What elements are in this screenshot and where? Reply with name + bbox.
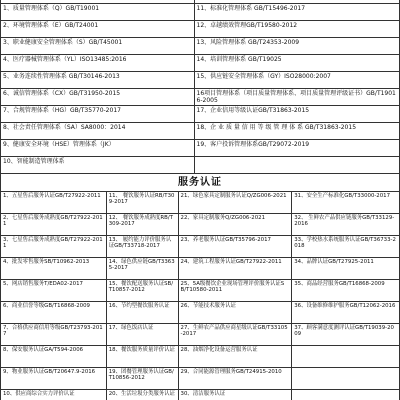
- table-row: [1, 122, 400, 139]
- table-row: [1, 3, 400, 20]
- service-cert-cell: 31、安全生产标准化GB/T33000-2017: [292, 191, 400, 213]
- management-cert-cell: 10、智能制造管理体系: [1, 156, 195, 173]
- management-cert-cell: [194, 156, 399, 173]
- service-cert-cell: 14、绿色供应链GB/T33635-2017: [106, 257, 178, 279]
- table-row: [1, 191, 400, 213]
- service-cert-cell: 20、生活垃圾分类服务认证: [106, 389, 178, 400]
- management-cert-cell: 7、合规管理体系（HG）GB/T35770-2017: [1, 105, 195, 122]
- service-cert-cell: 24、建筑工程服务认证GB/T27922-2011: [178, 257, 292, 279]
- management-cert-cell: 8、社会责任管理体系（SA）SA8000：2014: [1, 122, 195, 139]
- service-cert-cell: 5、网店销售服务T/EDA02-2017: [1, 279, 107, 301]
- table-row: [1, 20, 400, 37]
- management-cert-cell: 19、客户投诉管理体系GB/T29072-2019: [194, 139, 399, 156]
- service-cert-cell: 18、餐饮服务质量评价认证: [106, 345, 178, 367]
- management-system-table: [0, 0, 400, 174]
- service-certification-heading: 服务认证: [0, 174, 400, 191]
- service-cert-cell: 36、设备维修维护服务GB/T12062-2016: [292, 301, 400, 323]
- service-cert-cell: 13、 履约能力评价服务认证GB/T33718-2017: [106, 235, 178, 257]
- service-cert-cell: 37、顾客满意度测评认证GB/T19039-2009: [292, 323, 400, 345]
- table-row: [1, 213, 400, 235]
- service-cert-cell: [292, 345, 400, 367]
- management-cert-cell: 18、企 业 质 量 信 用 等 级 管 理 体 系 GB/T31863-2015: [194, 122, 399, 139]
- service-cert-cell: 34、品牌认证GB/T27925-2011: [292, 257, 400, 279]
- service-cert-cell: 1、五星售后服务认证GB/T27922-2011: [1, 191, 107, 213]
- service-cert-cell: 4、批发零售服务SB/T10962-2013: [1, 257, 107, 279]
- management-cert-cell: 6、诚信管理体系（CX）GB/T31950-2015: [1, 88, 195, 105]
- service-cert-cell: 19、团餐管理服务认证GB/T10856-2012: [106, 367, 178, 389]
- table-row: [1, 54, 400, 71]
- management-cert-cell: 12、卓越绩效管理GB/T19580-2012: [194, 20, 399, 37]
- service-cert-cell: 28、油烟净化设备运营服务认证: [178, 345, 292, 367]
- service-cert-cell: 33、学校热水系统服务认证GB/T36733-2018: [292, 235, 400, 257]
- management-cert-cell: 4、医疗器械管理体系（YL）ISO13485:2016: [1, 54, 195, 71]
- table-row: [1, 301, 400, 323]
- management-cert-cell: 9、健康安全环境（HSE）管理体系（JK）: [1, 139, 195, 156]
- table-row: [1, 235, 400, 257]
- table-row: [1, 345, 400, 367]
- service-cert-cell: 32、 生鲜农产品供应链服务GB/T33129-2016: [292, 213, 400, 235]
- service-cert-cell: 21、绿色家具定制服务认证Q/ZG006-2021: [178, 191, 292, 213]
- management-cert-cell: 14、培训管理体系 GB/T19025: [194, 54, 399, 71]
- management-cert-cell: 16项目管理体系（项目质量管理体系、项目质量管理评级证书）GB/T19016-2005: [194, 88, 399, 105]
- management-cert-cell: 2、环境管理体系（E）GB/T24001: [1, 20, 195, 37]
- service-cert-cell: 17、绿色饭店认证: [106, 323, 178, 345]
- table-row: [1, 139, 400, 156]
- service-cert-cell: 12、 餐饮服务成熟度RB/T309-2017: [106, 213, 178, 235]
- table-row: [1, 323, 400, 345]
- table-row: [1, 389, 400, 400]
- management-cert-cell: 1、质量管理体系（Q）GB/T19001: [1, 3, 195, 20]
- table-row: [1, 257, 400, 279]
- service-cert-cell: 29、合同能源管理服务GB/T24915-2010: [178, 367, 292, 389]
- service-cert-cell: 3、七星售后服务成熟度GB/T27922-2011: [1, 235, 107, 257]
- table-row: [1, 37, 400, 54]
- table-row: [1, 71, 400, 88]
- service-cert-cell: 6、商业信誉等级GB/T16868-2009: [1, 301, 107, 323]
- table-row: [1, 279, 400, 301]
- service-cert-cell: 2、七星售后服务成熟度GB/T27922-2011: [1, 213, 107, 235]
- service-cert-cell: 30、清洁服务认证: [178, 389, 292, 400]
- service-cert-cell: 8、保安服务认证GA/T594-2006: [1, 345, 107, 367]
- service-cert-cell: [292, 367, 400, 389]
- service-cert-cell: 9、物业服务认证GB/T20647.9-2016: [1, 367, 107, 389]
- service-cert-cell: 7、合格供应商信用等级GB/T23793-2017: [1, 323, 107, 345]
- table-row: [1, 156, 400, 173]
- management-cert-cell: 3、职业健康安全管理体系（S）GB/T45001: [1, 37, 195, 54]
- management-cert-cell: 5、业务连续性管理体系 GB/T30146-2013: [1, 71, 195, 88]
- service-cert-cell: [292, 389, 400, 400]
- table-row: [1, 367, 400, 389]
- service-cert-cell: 26、节能技术服务认证: [178, 301, 292, 323]
- service-cert-cell: 15、餐饮配送服务认证SB/T10857-2012: [106, 279, 178, 301]
- service-cert-cell: 35、商品经营服务GB/T16868-2009: [292, 279, 400, 301]
- service-cert-cell: 22、家具定制服务Q/ZG006-2021: [178, 213, 292, 235]
- management-cert-cell: 17、企业信用等级认证GB/T31863-2015: [194, 105, 399, 122]
- service-cert-cell: 11、 餐饮服务认证RB/T309-2017: [106, 191, 178, 213]
- service-certification-table: [0, 191, 400, 400]
- table-row: [1, 105, 400, 122]
- service-cert-cell: 23、养老服务认证GB/T35796-2017: [178, 235, 292, 257]
- service-cert-cell: 25、5A级餐饮企业现场管理评价服务认证SB/T10580-2011: [178, 279, 292, 301]
- table-row: [1, 88, 400, 105]
- management-cert-cell: 15、供应链安全管理体系（GY）ISO28000:2007: [194, 71, 399, 88]
- management-cert-cell: 11、标准化管理体系 GB/T15496-2017: [194, 3, 399, 20]
- management-cert-cell: 13、风险管理体系 GB/T24353-2009: [194, 37, 399, 54]
- service-cert-cell: 10、供应商综合实力评价认证: [1, 389, 107, 400]
- service-cert-cell: 27、生鲜农产品供应商星级认证GB/T33105-2017: [178, 323, 292, 345]
- service-cert-cell: 16、节约型餐饮服务认证: [106, 301, 178, 323]
